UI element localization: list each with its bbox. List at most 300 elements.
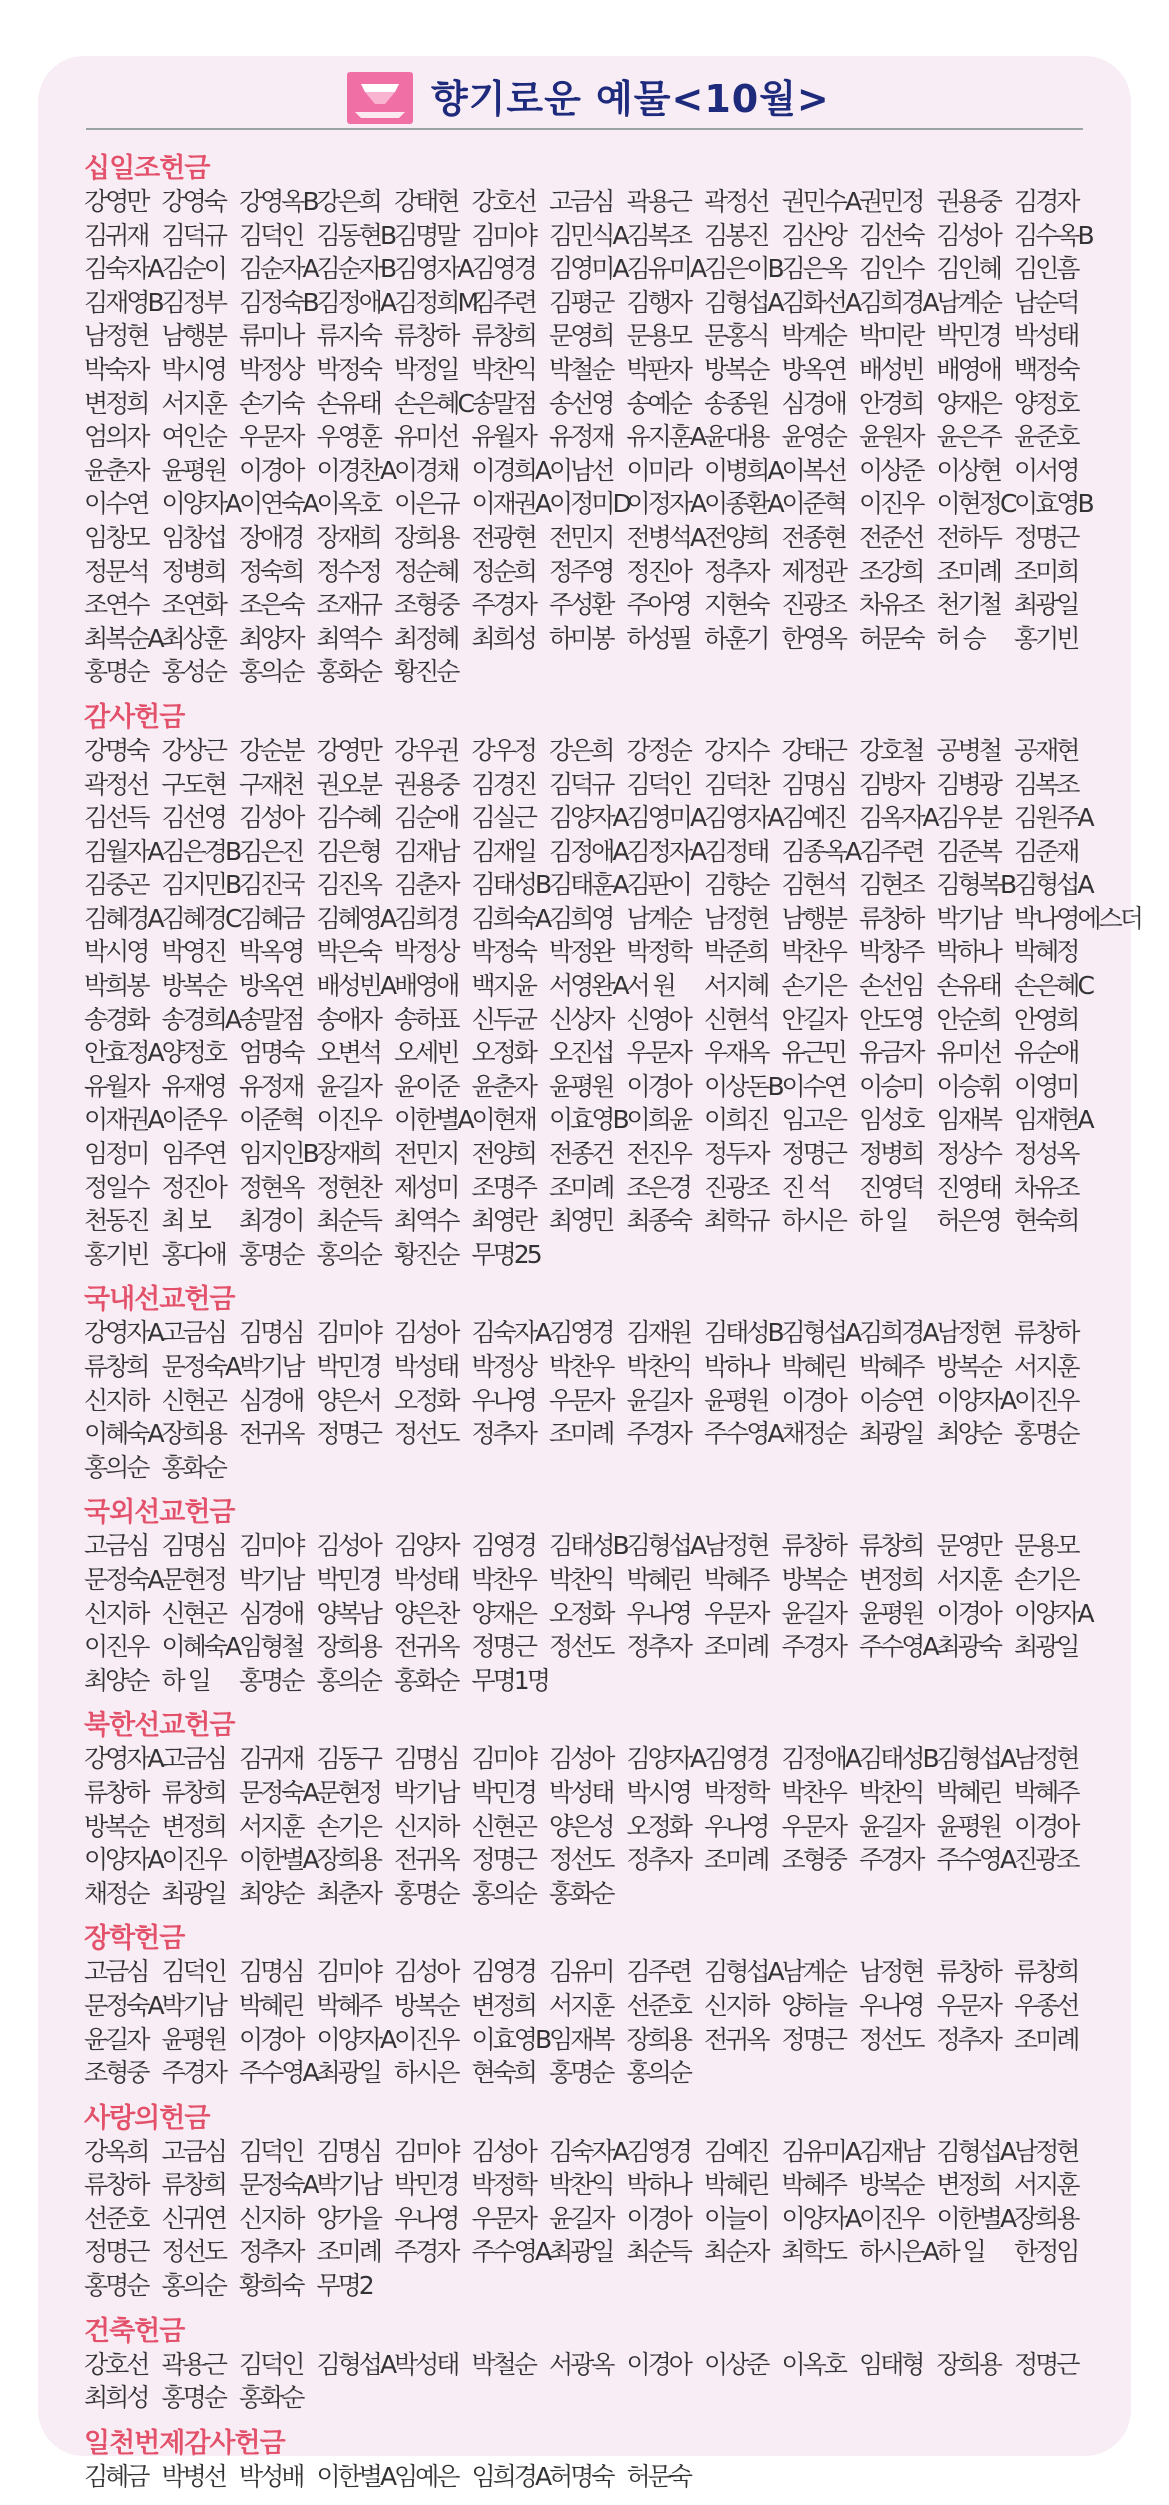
donor-name: 박기남 [936, 903, 1000, 933]
donor-name: 강옥희 [84, 2136, 148, 2166]
donor-name: 손은혜C [1014, 971, 1092, 1001]
donor-list [84, 185, 1094, 689]
donor-name: 박준희 [704, 937, 768, 967]
donor-name: 권용중 [936, 187, 1000, 216]
donor-name: 김양자A [626, 1744, 705, 1774]
donor-name: 우영훈 [316, 422, 380, 452]
donor-name: 박찬익 [549, 2170, 613, 2200]
donor-name: 정선도 [161, 2237, 225, 2267]
donor-name: 주경자 [471, 590, 535, 620]
donor-name: 윤길자 [549, 2203, 613, 2233]
donor-name: 이한별A [936, 2203, 1015, 2233]
donor-name: 손기은 [781, 971, 845, 1001]
donor-name: 문정숙A [161, 1352, 240, 1381]
donor-name: 김성아 [239, 803, 303, 833]
donor-name: 박민경 [936, 321, 1000, 351]
donor-name: 문홍식 [704, 321, 768, 351]
donor-name: 유미선 [394, 422, 458, 452]
donor-name: 윤평원 [161, 2024, 225, 2054]
donor-name: 진 석 [781, 1172, 829, 1202]
donor-name: 이병희A [704, 455, 782, 485]
donor-name: 양은서 [316, 1385, 380, 1415]
donor-name: 장희용 [316, 1845, 380, 1875]
donor-name: 주수영A [704, 1419, 782, 1449]
donor-name: 유월자 [84, 1071, 148, 1101]
donor-name: 정명근 [781, 1139, 845, 1169]
donor-name: 정명근 [471, 1632, 535, 1662]
donor-name: 제정관 [781, 556, 845, 586]
donor-name: 정명근 [84, 2237, 148, 2267]
donor-name: 김성아 [394, 1318, 458, 1348]
donor-name: 유미선 [936, 1038, 1000, 1068]
donor-name: 배성빈 [859, 354, 923, 384]
donor-name: 최광일 [1014, 1632, 1078, 1662]
donor-name: 신현곤 [161, 1385, 225, 1415]
donor-name: 박혜린 [704, 2170, 768, 2200]
donor-name: 하훈기 [704, 623, 768, 653]
donor-name: 장희용 [394, 522, 458, 552]
donor-name: 주아영 [626, 590, 690, 620]
donor-name: 이한별A [316, 2461, 395, 2491]
donor-name: 손유태 [936, 971, 1000, 1001]
donor-name: 박찬익 [471, 354, 535, 384]
donor-name: 최경이 [239, 1206, 303, 1236]
donor-name: 방복순 [394, 1990, 458, 2020]
donor-name: 문정숙A [84, 1564, 162, 1594]
donor-name: 홍명순 [1014, 1419, 1078, 1449]
donor-name: 김정자A [626, 836, 705, 866]
donor-name: 윤길자 [781, 1598, 845, 1628]
donor-name: 김정부 [161, 287, 225, 317]
donor-name: 임형철 [239, 1632, 303, 1662]
donor-name: 손유태 [316, 388, 380, 418]
donor-name: 김순애 [394, 803, 458, 833]
donor-name: 채정순 [84, 1878, 148, 1908]
donor-name: 황진순 [394, 657, 458, 687]
donor-name: 심경애 [781, 388, 845, 418]
donor-name: 김영미A [549, 254, 627, 284]
donor-name: 김원주A [1014, 803, 1092, 833]
donor-name: 이상현 [936, 455, 1000, 485]
donor-name: 송하표 [394, 1004, 458, 1034]
donor-name: 선준호 [626, 1990, 690, 2020]
donor-name: 김유미 [549, 1957, 613, 1987]
donor-name: 이수연 [84, 489, 148, 519]
donor-name: 홍화순 [394, 1665, 458, 1695]
donor-name: 유근민 [781, 1038, 845, 1068]
donor-name: 박정학 [704, 1777, 768, 1807]
donor-name: 신지하 [84, 1385, 148, 1415]
donor-name: 진영덕 [859, 1172, 923, 1202]
donor-name: 이희진 [704, 1105, 768, 1135]
donor-name: 임성호 [859, 1105, 923, 1135]
donor-name: 김민식A [549, 220, 627, 250]
donor-name: 박혜린 [781, 1352, 845, 1381]
donor-name: 정선도 [549, 1845, 613, 1875]
donor-name: 손기은 [1014, 1564, 1078, 1594]
donor-name: 정추자 [704, 556, 768, 586]
donor-name: 정두자 [704, 1139, 768, 1169]
donor-name: 김현조 [859, 870, 923, 900]
offering-card [38, 56, 1141, 2491]
donor-name: 김동구 [316, 1744, 380, 1774]
donor-name: 임예은 [394, 2461, 458, 2491]
donor-name: 강영자A [84, 1744, 162, 1774]
donor-name: 양정호 [161, 1038, 225, 1068]
donor-name: 오정화 [626, 1811, 690, 1841]
donor-name: 윤평원 [161, 455, 225, 485]
donor-name: 김양자A [549, 803, 627, 833]
donor-name: 박정학 [471, 2170, 535, 2200]
donor-name: 정상수 [936, 1139, 1000, 1169]
donor-name: 서지훈 [161, 388, 225, 418]
donor-name: 이경아 [936, 1598, 1000, 1628]
section-title: 북한선교헌금 [84, 1710, 235, 1742]
donor-name: 박혜린 [626, 1564, 690, 1594]
donor-name: 박혜주 [704, 1564, 768, 1594]
donor-name: 전양희 [704, 522, 768, 552]
donor-name: 김중곤 [84, 870, 148, 900]
donor-name: 최광일 [859, 1419, 923, 1449]
donor-name: 조명주 [471, 1172, 535, 1202]
page-title: 향기로운 예물<10월> [431, 77, 830, 121]
donor-name: 고금심 [549, 187, 613, 216]
donor-name: 송종원 [704, 388, 768, 418]
donor-name: 박판자 [626, 354, 690, 384]
donor-name: 우문자 [471, 2203, 535, 2233]
donor-name: 김정애A [781, 1744, 860, 1774]
donor-name: 최순자 [704, 2237, 768, 2267]
donor-list [84, 1529, 1094, 1697]
donor-name: 박시영 [161, 354, 225, 384]
donor-name: 이준우 [161, 1105, 225, 1135]
donor-name: 곽정선 [84, 769, 148, 799]
donor-name: 박민경 [316, 1352, 380, 1381]
donor-name: 신현석 [704, 1004, 768, 1034]
donor-name: 이준혁 [781, 489, 845, 519]
donor-name: 이현정C [936, 489, 1015, 519]
donor-name: 이양자A [936, 1385, 1015, 1415]
donor-name: 공재현 [1014, 735, 1078, 765]
offering-section [84, 2315, 1094, 2415]
donor-name: 이희윤 [626, 1105, 690, 1135]
donor-name: 강정순 [626, 735, 690, 765]
donor-name: 최학규 [704, 1206, 768, 1236]
donor-name: 황진순 [394, 1239, 458, 1269]
donor-name: 김희경A [859, 1318, 937, 1348]
donor-name: 박혜주 [316, 1990, 380, 2020]
donor-name: 방복순 [936, 1352, 1000, 1381]
donor-name: 임태형 [859, 2349, 923, 2379]
donor-name: 강영숙 [161, 187, 225, 216]
donor-name: 정현옥 [239, 1172, 303, 1202]
donor-name: 문정숙A [239, 2170, 317, 2200]
donor-name: 하 일 [161, 1665, 209, 1695]
donor-list [84, 734, 1141, 1272]
donor-name: 김명말 [394, 220, 458, 250]
donor-name: 박철순 [471, 2349, 535, 2379]
donor-name: 김정희M [394, 287, 477, 317]
donor-name: 정진아 [626, 556, 690, 586]
donor-name: 문영만 [936, 1531, 1000, 1561]
donor-name: 최광일 [1014, 590, 1078, 620]
donor-name: 이상준 [704, 2349, 768, 2379]
donor-name: 최광일 [316, 2058, 380, 2088]
donor-name: 장희용 [161, 1419, 225, 1449]
donor-name: 전병석A [626, 522, 705, 552]
donor-name: 정수정 [316, 556, 380, 586]
donor-name: 진광조 [704, 1172, 768, 1202]
donor-name: 엄의자 [84, 422, 148, 452]
donor-name: 박성태 [394, 2349, 458, 2379]
donor-name: 정선도 [549, 1632, 613, 1662]
donor-name: 김혜금 [239, 903, 303, 933]
donor-name: 김예진 [781, 803, 845, 833]
donor-name: 박기남 [239, 1352, 303, 1381]
donor-name: 김태성B [549, 1531, 627, 1561]
donor-name: 강지수 [704, 735, 768, 765]
donor-name: 유정재 [239, 1071, 303, 1101]
donor-name: 김성아 [471, 2136, 535, 2166]
donor-name: 김덕찬 [704, 769, 768, 799]
donor-name: 우나영 [626, 1598, 690, 1628]
donor-name: 권용중 [394, 769, 458, 799]
donor-name: 김예진 [704, 2136, 768, 2166]
donor-name: 홍성순 [161, 657, 225, 687]
donor-name: 고금심 [161, 1744, 225, 1774]
donor-name: 박찬익 [626, 1352, 690, 1381]
donor-name: 이양자A [84, 1845, 162, 1875]
donor-name: 방복순 [704, 354, 768, 384]
donor-name: 전양희 [471, 1139, 535, 1169]
donor-name: 방옥연 [781, 354, 845, 384]
offering-section [84, 2102, 1094, 2303]
donor-name: 신지하 [704, 1990, 768, 2020]
donor-name: 유월자 [471, 422, 535, 452]
donor-name: 이재권A [471, 489, 550, 519]
donor-name: 주경자 [859, 1845, 923, 1875]
donor-name: 곽용근 [161, 2349, 225, 2379]
donor-name: 홍화순 [549, 1878, 613, 1908]
donor-name: 이서영 [1014, 455, 1078, 485]
donor-name: 선준호 [84, 2203, 148, 2233]
donor-name: 김혜영A [316, 903, 395, 933]
donor-name: 김덕인 [626, 769, 690, 799]
donor-name: 윤평원 [859, 1598, 923, 1628]
donor-name: 전하두 [936, 522, 1000, 552]
donor-name: 이승연 [859, 1385, 923, 1415]
donor-name: 정추자 [239, 2237, 303, 2267]
donor-name: 김태성B [471, 870, 550, 900]
donor-name: 박성태 [394, 1352, 458, 1381]
donor-list [84, 2135, 1094, 2303]
donor-name: 박기남 [161, 1990, 225, 2020]
donor-name: 류창하 [84, 1777, 148, 1807]
donor-name: 김방자 [859, 769, 923, 799]
donor-name: 안영희 [1014, 1004, 1078, 1034]
donor-name: 주수영A [471, 2237, 550, 2267]
donor-name: 박미란 [859, 321, 923, 351]
donor-name: 김형섭A [936, 2136, 1015, 2166]
donor-name: 장희용 [936, 2349, 1000, 2379]
donor-name: 김진국 [239, 870, 303, 900]
donor-name: 주경자 [161, 2058, 225, 2088]
donor-name: 김정태 [704, 836, 768, 866]
donor-name: 김재남 [394, 836, 458, 866]
donor-name: 이경희A [471, 455, 550, 485]
donor-name: 최복순A [84, 623, 162, 653]
donor-name: 이늘이 [704, 2203, 768, 2233]
donor-name: 박정상 [239, 354, 303, 384]
donor-name: 박혜주 [859, 1352, 923, 1381]
donor-name: 이상준 [859, 455, 923, 485]
section-title: 국내선교헌금 [84, 1284, 235, 1316]
donor-name: 박옥영 [239, 937, 303, 967]
donor-list [84, 1955, 1094, 2089]
donor-name: 서지훈 [549, 1990, 613, 2020]
section-title: 건축헌금 [84, 2315, 185, 2347]
donor-name: 조은경 [626, 1172, 690, 1202]
donor-name: 최광일 [549, 2237, 613, 2267]
donor-name: 강태현 [394, 187, 458, 216]
donor-name: 이혜숙A [84, 1419, 162, 1449]
donor-name: 홍의순 [316, 1665, 380, 1695]
donor-name: 조미례 [704, 1845, 768, 1875]
donor-name: 박계순 [781, 321, 845, 351]
donor-name: 김정애A [316, 287, 395, 317]
donor-name: 우나영 [394, 2203, 458, 2233]
donor-name: 하 일 [936, 2237, 984, 2267]
donor-name: 조연수 [84, 590, 148, 620]
offering-sections [84, 152, 1141, 2505]
donor-name: 유정재 [549, 422, 613, 452]
donor-name: 조미희 [1014, 556, 1078, 586]
donor-name: 박병선 [161, 2461, 225, 2491]
donor-name: 변정희 [936, 2170, 1000, 2200]
donor-name: 이상돈B [704, 1071, 782, 1101]
donor-name: 신영아 [626, 1004, 690, 1034]
donor-name: 무명25 [471, 1239, 540, 1269]
donor-name: 이복선 [781, 455, 845, 485]
donor-name: 홍명순 [239, 1665, 303, 1695]
donor-name: 신귀연 [161, 2203, 225, 2233]
donor-name: 박혜린 [239, 1990, 303, 2020]
donor-name: 하시은 [394, 2058, 458, 2088]
donor-name: 우문자 [704, 1598, 768, 1628]
donor-name: 오정화 [549, 1598, 613, 1628]
donor-name: 김춘자 [394, 870, 458, 900]
donor-name: 류지숙 [316, 321, 380, 351]
donor-name: 김귀재 [84, 220, 148, 250]
donor-name: 박기남 [239, 1564, 303, 1594]
donor-name: 김희경A [859, 287, 937, 317]
donor-name: 손선임 [859, 971, 923, 1001]
donor-name: 김봉진 [704, 220, 768, 250]
donor-name: 송말점 [471, 388, 535, 418]
donor-list [84, 2348, 1094, 2415]
donor-name: 송말점 [239, 1004, 303, 1034]
donor-name: 임지인B [239, 1139, 317, 1169]
donor-name: 우나영 [859, 1990, 923, 2020]
donor-name: 박정완 [549, 937, 613, 967]
donor-name: 김형섭A [316, 2349, 395, 2379]
donor-name: 김주련 [859, 836, 923, 866]
donor-name: 김성아 [394, 1957, 458, 1987]
donor-name: 김숙자A [549, 2136, 627, 2166]
donor-name: 김희숙A [471, 903, 550, 933]
donor-name: 김재영B [84, 287, 162, 317]
donor-name: 박시영 [626, 1777, 690, 1807]
donor-name: 김복조 [1014, 769, 1078, 799]
donor-name: 조강희 [859, 556, 923, 586]
donor-name: 주성환 [549, 590, 613, 620]
donor-name: 김순이 [161, 254, 225, 284]
donor-name: 김은이B [704, 254, 782, 284]
donor-name: 최춘자 [316, 1878, 380, 1908]
donor-name: 엄명숙 [239, 1038, 303, 1068]
donor-name: 김순자B [316, 254, 395, 284]
donor-name: 문정숙A [239, 1777, 317, 1807]
donor-name: 장애경 [239, 522, 303, 552]
donor-name: 유금자 [859, 1038, 923, 1068]
donor-name: 이경아 [626, 2349, 690, 2379]
donor-name: 홍의순 [316, 1239, 380, 1269]
donor-name: 송애자 [316, 1004, 380, 1034]
donor-name: 김향순 [704, 870, 768, 900]
donor-name: 이양자A [316, 2024, 395, 2054]
donor-name: 임고은 [781, 1105, 845, 1135]
donor-name: 심경애 [239, 1385, 303, 1415]
donor-name: 정병희 [161, 556, 225, 586]
donor-name: 김판이 [626, 870, 690, 900]
donor-name: 김덕인 [161, 1957, 225, 1987]
donor-name: 류미나 [239, 321, 303, 351]
donor-name: 김유미A [626, 254, 705, 284]
donor-name: 손기은 [316, 1811, 380, 1841]
donor-name: 임창모 [84, 522, 148, 552]
donor-name: 김미야 [394, 2136, 458, 2166]
donor-name: 윤길자 [859, 1811, 923, 1841]
donor-name: 김귀재 [239, 1744, 303, 1774]
donor-name: 유지훈A [626, 422, 705, 452]
donor-name: 김덕인 [239, 2349, 303, 2379]
section-title: 십일조헌금 [84, 153, 210, 184]
donor-name: 김형섭A [704, 287, 782, 317]
donor-name: 이경찬A [316, 455, 395, 485]
donor-name: 정순희 [471, 556, 535, 586]
donor-name: 우문자 [781, 1811, 845, 1841]
donor-name: 김경진 [471, 769, 535, 799]
donor-name: 김태성B [859, 1744, 937, 1774]
donor-name: 홍다애 [161, 1239, 225, 1269]
donor-name: 정명근 [316, 1419, 380, 1449]
donor-name: 문현정 [316, 1777, 380, 1807]
donor-name: 서지혜 [704, 971, 768, 1001]
donor-name: 강태근 [781, 735, 845, 765]
donor-name: 박기남 [394, 1777, 458, 1807]
donor-name: 고금심 [84, 1957, 148, 1987]
donor-name: 박하나 [704, 1352, 768, 1381]
donor-name: 김영자A [704, 803, 782, 833]
donor-name: 서 원 [626, 971, 674, 1001]
donor-name: 한영옥 [781, 623, 845, 653]
donor-name: 방복순 [161, 971, 225, 1001]
donor-name: 안순희 [936, 1004, 1000, 1034]
donor-name: 제성미 [394, 1172, 458, 1202]
donor-name: 무명1명 [471, 1665, 548, 1695]
donor-name: 주경자 [626, 1419, 690, 1449]
donor-name: 강순분 [239, 735, 303, 765]
